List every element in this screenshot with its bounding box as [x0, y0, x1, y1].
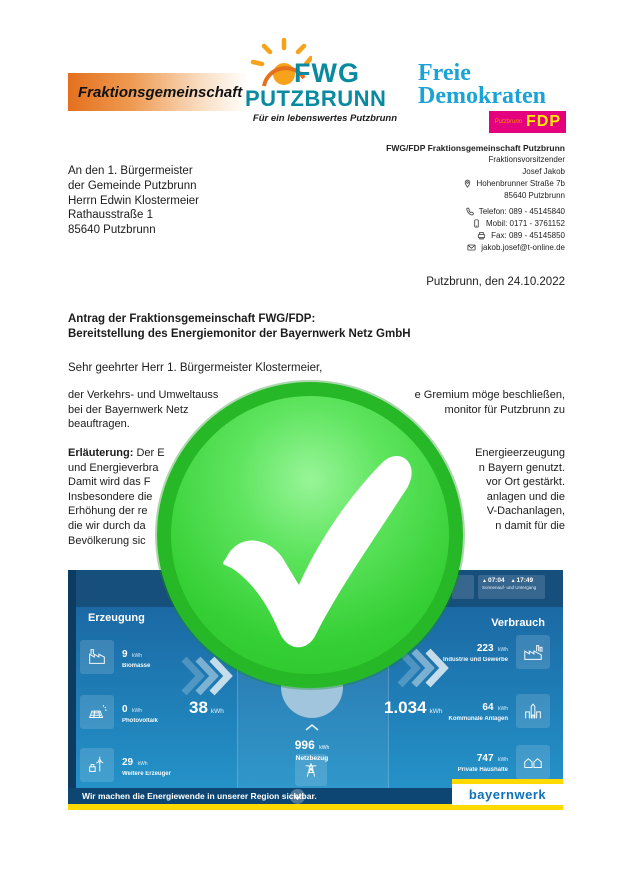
line-left-fragment: die wir durch da: [68, 519, 146, 532]
biomasse-unit: kWh: [132, 653, 143, 659]
line-right-fragment: e Gremium möge beschließen,: [414, 389, 565, 401]
recipient-line: An den 1. Bürgermeister: [68, 165, 193, 177]
recipient-line: 85640 Putzbrunn: [68, 224, 156, 237]
sunrise-icon: ▲: [482, 578, 487, 584]
fdp-word-line1: Freie: [418, 60, 471, 86]
approved-checkmark-badge: [157, 382, 463, 688]
kommunale-tile: [388, 697, 508, 722]
line-left-fragment: und Energieverbra: [68, 461, 159, 474]
collapse-chevron-button: [290, 789, 305, 804]
envelope-icon: [467, 243, 476, 252]
sender-mobile-row: [330, 218, 565, 230]
sender-email: jakob.josef@t-online.de: [481, 242, 565, 252]
fdp-logo-box: [489, 111, 566, 133]
line-right-fragment: Energieerzeugung: [475, 447, 565, 459]
sun-times: [482, 577, 541, 584]
checkmark-icon: [171, 396, 449, 674]
monitor-footer-text: Wir machen die Energiewende in unserer Region sichtbar.: [82, 791, 317, 801]
greeting-line: Sehr geehrter Herr 1. Bürgermeister Klostermeier,: [68, 362, 323, 374]
sender-street-row: [330, 177, 565, 189]
sunset-time: ▲17:49: [510, 577, 534, 584]
line-right-fragment: anlagen und die: [486, 490, 565, 503]
date-line: Putzbrunn, den 24.10.2022: [426, 276, 565, 288]
erzeugung-total: [189, 698, 224, 718]
line-right-fragment: V-Dachanlagen,: [486, 505, 565, 518]
line-right-fragment: vor Ort gestärkt.: [486, 476, 565, 489]
line-left-fragment: der Verkehrs- und Umweltauss: [68, 389, 219, 401]
sun-label: Sonnenauf- und Untergang: [482, 585, 537, 590]
mobile-phone-icon: [472, 219, 481, 228]
chevron-down-icon: [292, 793, 303, 801]
subject-block: [68, 312, 411, 342]
subject-line-2: Bereitstellung des Energiemonitor der Bayernwerk Netz GmbH: [68, 328, 411, 340]
sender-phone: Telefon: 089 - 45145840: [478, 207, 565, 217]
bayernwerk-wordmark: bayernwerk: [468, 787, 547, 802]
sender-fax-row: [330, 230, 565, 242]
photovoltaik-tile: [122, 699, 158, 724]
sender-name: Josef Jakob: [522, 166, 565, 176]
fwg-tagline: Für ein lebenswertes Putzbrunn: [252, 113, 397, 124]
line-left-fragment: Erhöhung der re: [68, 505, 148, 518]
line-right-fragment: n Bayern genutzt.: [478, 461, 565, 474]
sender-city: 85640 Putzbrunn: [504, 190, 565, 200]
sender-mobile: Mobil: 0171 - 3761152: [485, 219, 565, 229]
weitere-erzeuger-unit: kWh: [137, 761, 148, 767]
recipient-line: Herrn Edwin Klostermeier: [68, 194, 200, 207]
netzbezug-value: 996: [294, 738, 315, 752]
fwg-logo-name: FWG: [294, 58, 360, 88]
location-pin-icon: [463, 179, 472, 188]
industrie-unit: kWh: [498, 647, 508, 653]
erlaeuterung-label: Erläuterung:: [68, 447, 134, 459]
photovoltaik-icon: [80, 695, 114, 729]
haushalte-tile: [388, 748, 508, 773]
monitor-left-strip: [68, 570, 76, 804]
biomasse-tile: [122, 644, 150, 669]
recipient-address: [68, 164, 199, 238]
verbrauch-title: Verbrauch: [491, 617, 545, 629]
line-left-fragment: Damit wird das F: [68, 476, 151, 489]
fwg-logo-city: PUTZBRUNN: [245, 86, 387, 111]
kommunale-icon: [516, 694, 550, 728]
fdp-abbr: FDP: [526, 113, 561, 130]
sender-street: Hohenbrunner Straße 7b: [476, 178, 565, 188]
kommunale-value: 64: [482, 702, 494, 713]
sunset-icon: ▲: [510, 578, 516, 584]
bayernwerk-logo-inner: [452, 784, 563, 805]
weitere-erzeuger-icon: [80, 748, 114, 782]
sender-phone-row: [330, 206, 565, 218]
haushalte-value: 747: [476, 753, 494, 764]
photovoltaik-unit: kWh: [132, 708, 143, 714]
line-left-fragment: [68, 446, 165, 461]
industrie-icon: [516, 635, 550, 669]
kommunale-unit: kWh: [498, 706, 508, 712]
kommunale-label: Kommunale Anlagen: [448, 716, 508, 722]
bayernwerk-logo-box: [452, 779, 563, 810]
fax-printer-icon: [477, 231, 486, 240]
verbrauch-total-value: 1.034: [384, 698, 427, 717]
biomasse-label: Biomasse: [122, 663, 151, 669]
line-left-text: Der E: [133, 447, 165, 459]
line-right-fragment: n damit für die: [495, 519, 565, 532]
sender-fax: Fax: 089 - 45145850: [491, 230, 565, 240]
erzeugung-total-unit: kWh: [210, 708, 224, 715]
biomasse-value: 9: [122, 649, 128, 660]
fdp-logo-wordmark: [418, 62, 546, 108]
erzeugung-title: Erzeugung: [88, 612, 145, 624]
verbrauch-total-unit: kWh: [429, 708, 443, 715]
haushalte-label: Private Haushalte: [457, 767, 508, 773]
fdp-local-label: Putzbrunn: [494, 119, 522, 125]
chevron-up-icon: [304, 723, 320, 731]
weitere-erzeuger-label: Weitere Erzeuger: [122, 771, 171, 777]
haushalte-icon: [516, 745, 550, 779]
phone-icon: [465, 207, 474, 216]
recipient-line: der Gemeinde Putzbrunn: [68, 179, 197, 192]
netzbezug-label: Netzbezug: [295, 755, 329, 762]
line-left-fragment: Insbesondere die: [68, 490, 153, 503]
erzeugung-total-value: 38: [189, 698, 208, 717]
sunrise-sunset-panel: [478, 575, 545, 599]
recipient-line: Rathausstraße 1: [68, 209, 154, 222]
netzbezug-unit: kWh: [319, 745, 330, 751]
banner-label: Fraktionsgemeinschaft: [78, 83, 243, 101]
fdp-word-line2: Demokraten: [418, 83, 546, 109]
sender-email-row: [330, 241, 565, 253]
fraktion-banner: [68, 73, 248, 111]
photovoltaik-label: Photovoltaik: [122, 718, 159, 724]
subject-line-1: Antrag der Fraktionsgemeinschaft FWG/FDP:: [68, 313, 316, 325]
sender-contact-block: [330, 142, 565, 253]
line-left-fragment: Bevölkerung sic: [68, 534, 146, 547]
haushalte-unit: kWh: [498, 757, 508, 763]
biomasse-icon: [80, 640, 114, 674]
industrie-value: 223: [476, 643, 494, 654]
sunrise-time: ▲07:04: [482, 577, 505, 584]
netzbezug-value-row: [237, 736, 387, 754]
pylon-icon: [295, 754, 327, 786]
sender-org: FWG/FDP Fraktionsgemeinschaft Putzbrunn: [386, 142, 565, 153]
industrie-label: Industrie und Gewerbe: [442, 657, 508, 663]
photovoltaik-value: 0: [122, 704, 128, 715]
line-right-fragment: monitor für Putzbrunn zu: [444, 403, 565, 416]
line-left-fragment: beauftragen.: [68, 418, 130, 431]
weitere-erzeuger-tile: [122, 752, 171, 777]
sender-role: Fraktionsvorsitzender: [488, 155, 565, 165]
weitere-erzeuger-value: 29: [122, 757, 134, 768]
line-left-fragment: bei der Bayernwerk Netz: [68, 403, 189, 416]
